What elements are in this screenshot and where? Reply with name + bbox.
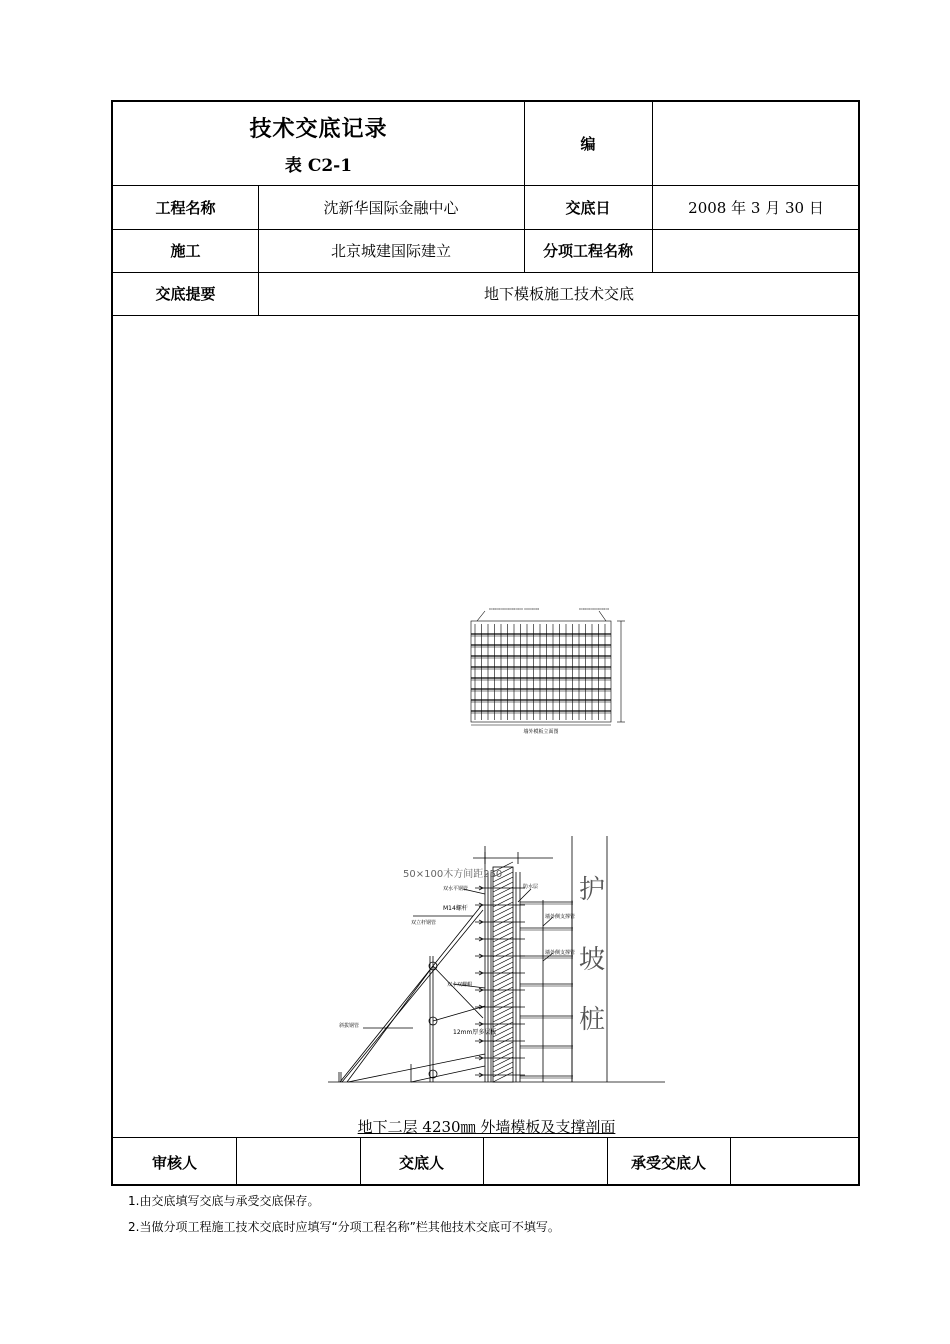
formwork-elevation-drawing (113, 316, 860, 1137)
svg-text:▭▭▭▭▭▭▭▭: ▭▭▭▭▭▭▭▭ (579, 606, 610, 611)
label-plywood: 12mm厚多层板 (453, 1029, 497, 1036)
section-caption: 地下二层 4230㎜ 外墙模板及支撑剖面 (357, 1118, 616, 1136)
project-name-label: 工程名称 (155, 198, 216, 217)
project-name-value[interactable]: 沈新华国际金融中心 (323, 198, 459, 217)
contractor-value[interactable]: 北京城建国际建立 (330, 242, 451, 260)
reviewer-value[interactable] (236, 1138, 360, 1186)
reviewer-label: 审核人 (151, 1153, 197, 1172)
code-value[interactable] (652, 102, 860, 185)
receiver-value[interactable] (730, 1138, 860, 1186)
note-2: 2.当做分项工程施工技术交底时应填写“分项工程名称”栏其他技术交底可不填写。 (128, 1220, 560, 1234)
subproject-label: 分项工程名称 (542, 242, 633, 260)
discloser-label: 交底人 (398, 1153, 444, 1172)
label-double-vertical: 双立杆钢管 (411, 920, 437, 926)
label-m14: M14螺杆 (443, 905, 468, 912)
date-value[interactable]: 2008 年 3 月 30 日 (688, 198, 824, 217)
form-number: 表 C2-1 (284, 155, 353, 176)
label-diagonal: 斜拔钢管 (339, 1023, 360, 1029)
pile-char-3: 桩 (579, 1005, 606, 1035)
subproject-value[interactable] (652, 229, 860, 272)
label-wall-brace1: 墙外侧支撑管 (545, 914, 576, 920)
form-title: 技术交底记录 (249, 116, 388, 142)
elevation-caption: 墙外模板立面图 (523, 729, 559, 735)
note-top: 50×100木方间距250 (403, 869, 503, 880)
date-label: 交底日 (565, 198, 611, 217)
pile-char-2: 坡 (579, 945, 606, 975)
summary-label: 交底提要 (155, 285, 216, 303)
summary-value[interactable]: 地下模板施工技术交底 (483, 285, 634, 303)
receiver-label: 承受交底人 (630, 1153, 706, 1172)
pile-char-1: 护 (579, 875, 606, 905)
discloser-value[interactable] (483, 1138, 607, 1186)
label-wall-brace2: 墙外侧支撑管 (545, 950, 576, 956)
code-label: 编 (580, 135, 596, 153)
note-1: 1.由交底填写交底与承受交底保存。 (128, 1194, 320, 1208)
drawing-area (113, 316, 860, 1137)
contractor-label: 施工 (170, 242, 201, 260)
label-double-clamp: 双卡双螺帽 (447, 982, 473, 988)
label-double-horizontal: 双水平钢管 (443, 886, 469, 892)
disclosure-form (111, 100, 860, 1186)
svg-text:▭▭▭▭▭▭▭▭▭ ▭▭▭▭: ▭▭▭▭▭▭▭▭▭ ▭▭▭▭ (489, 606, 540, 611)
title-block (113, 102, 524, 185)
label-waterstop: 防水层 (523, 884, 539, 890)
